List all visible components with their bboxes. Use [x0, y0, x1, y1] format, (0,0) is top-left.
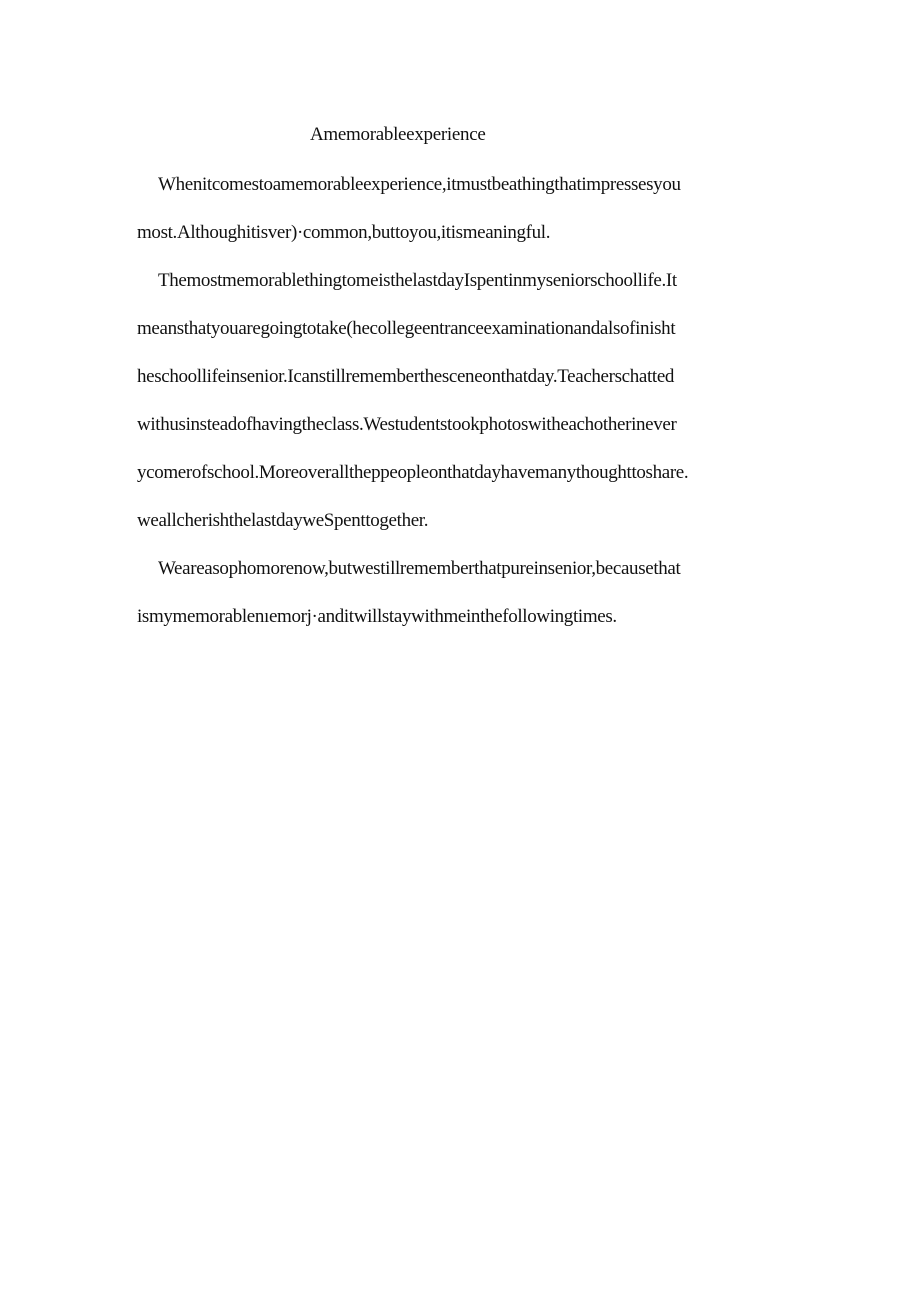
paragraph-2-line-4: withusinsteadofhavingtheclass.Westudentstookphotoswitheachotherinever: [137, 414, 677, 435]
paragraph-1-line-2: most.Althoughitisver)·common,buttoyou,itismeaningful.: [137, 222, 551, 243]
paragraph-1-line-1: Whenitcomestoamemorableexperience,itmustbeathingthatimpressesyou: [158, 174, 681, 195]
document-title: Amemorableexperience: [310, 124, 486, 145]
paragraph-2-line-1: ThemostmemorablethingtomeisthelastdayIspentinmyseniorschoollife.It: [158, 270, 677, 291]
paragraph-3-line-2: ismymemorablenıemorj·anditwillstaywithmeinthefollowingtimes.: [137, 606, 617, 627]
paragraph-2-line-5: ycomerofschool.Moreoveralltheppeopleonthatdayhavemanythoughttoshare.: [137, 462, 689, 483]
paragraph-2-line-3: heschoollifeinsenior.Icanstillrememberthesceneonthatday.Teacherschatted: [137, 366, 675, 387]
paragraph-2-line-2: meansthatyouaregoingtotake(hecollegeentranceexaminationandalsofinisht: [137, 318, 676, 339]
paragraph-2-line-6: weallcherishthelastdayweSpenttogether.: [137, 510, 429, 531]
paragraph-3-line-1: Weareasophomorenow,butwestillrememberthatpureinsenior,becausethat: [158, 558, 681, 579]
